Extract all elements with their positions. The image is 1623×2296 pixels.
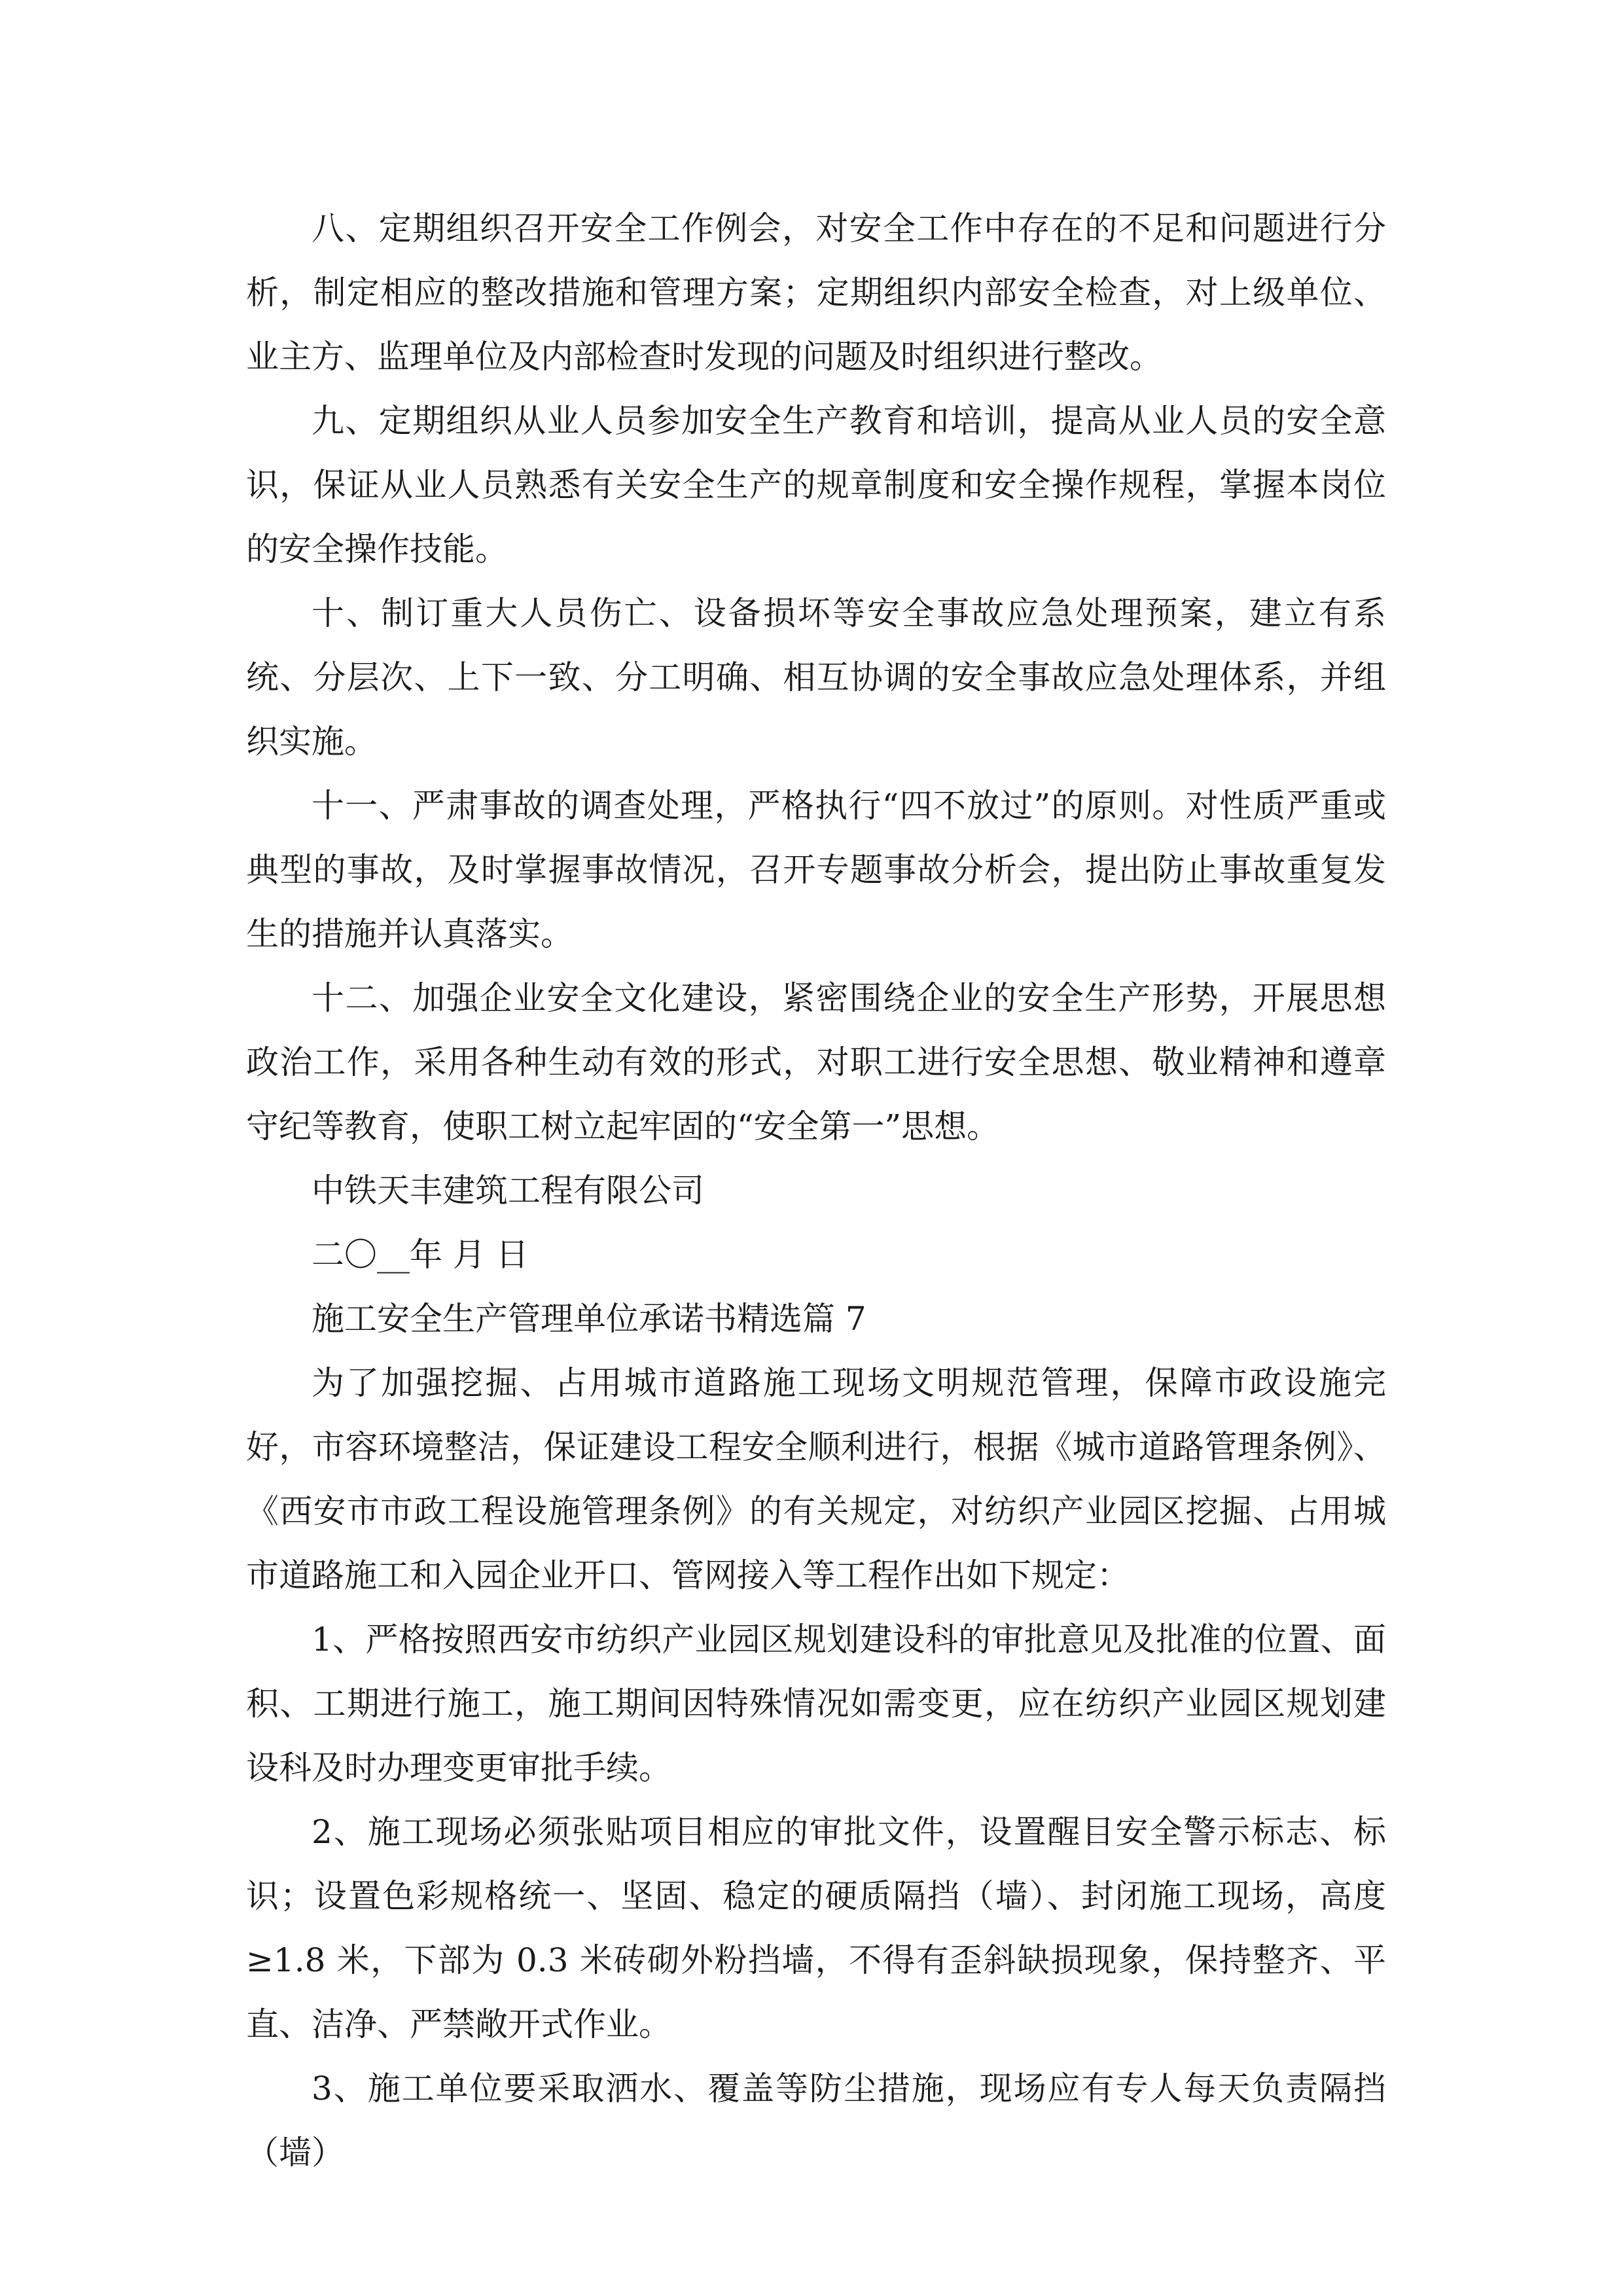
intro-paragraph: 为了加强挖掘、占用城市道路施工现场文明规范管理，保障市政设施完好，市容环境整洁，保证建设工程安全顺利进行，根据《城市道路管理条例》、《西安市市政工程设施管理条例》的有关规定，对纺织产业园区挖掘、占用城市道路施工和入园企业开口、管网接入等工程作出如下规定：: [246, 1364, 1386, 1594]
paragraph-12: 十二、加强企业安全文化建设，紧密围绕企业的安全生产形势，开展思想政治工作，采用各种生动有效的形式，对职工进行安全思想、敬业精神和遵章守纪等教育，使职工树立起牢固的“安全第一”思想。: [246, 979, 1386, 1145]
company-signature: 中铁天丰建筑工程有限公司: [312, 1172, 704, 1210]
paragraph-11: 十一、严肃事故的调查处理，严格执行“四不放过”的原则。对性质严重或典型的事故，及时掌握事故情况，召开专题事故分析会，提出防止事故重复发生的措施并认真落实。: [246, 787, 1386, 953]
section-title: 施工安全生产管理单位承诺书精选篇 7: [312, 1300, 866, 1338]
rule-3: 3、施工单位要采取洒水、覆盖等防尘措施，现场应有专人每天负责隔挡（墙）: [246, 2070, 1386, 2172]
rule-1: 1、严格按照西安市纺织产业园区规划建设科的审批意见及批准的位置、面积、工期进行施工，施工期间因特殊情况如需变更，应在纺织产业园区规划建设科及时办理变更审批手续。: [246, 1621, 1386, 1787]
rule-2: 2、施工现场必须张贴项目相应的审批文件，设置醒目安全警示标志、标识；设置色彩规格统一、坚固、稳定的硬质隔挡（墙）、封闭施工现场，高度≥1.8 米，下部为 0.3 米砖砌外粉挡墙，不得有歪斜缺损现象，保持整齐、平直、洁净、严禁敞开式作业。: [246, 1813, 1386, 2043]
paragraph-8: 八、定期组织召开安全工作例会，对安全工作中存在的不足和问题进行分析，制定相应的整改措施和管理方案；定期组织内部安全检查，对上级单位、业主方、监理单位及内部检查时发现的问题及时组织进行整改。: [246, 209, 1386, 376]
paragraph-9: 九、定期组织从业人员参加安全生产教育和培训，提高从业人员的安全意识，保证从业人员熟悉有关安全生产的规章制度和安全操作规程，掌握本岗位的安全操作技能。: [246, 402, 1386, 568]
signature-date: 二〇__年 月 日: [312, 1236, 529, 1274]
paragraph-10: 十、制订重大人员伤亡、设备损坏等安全事故应急处理预案，建立有系统、分层次、上下一致、分工明确、相互协调的安全事故应急处理体系，并组织实施。: [246, 594, 1386, 761]
document-body: [246, 196, 1386, 2185]
